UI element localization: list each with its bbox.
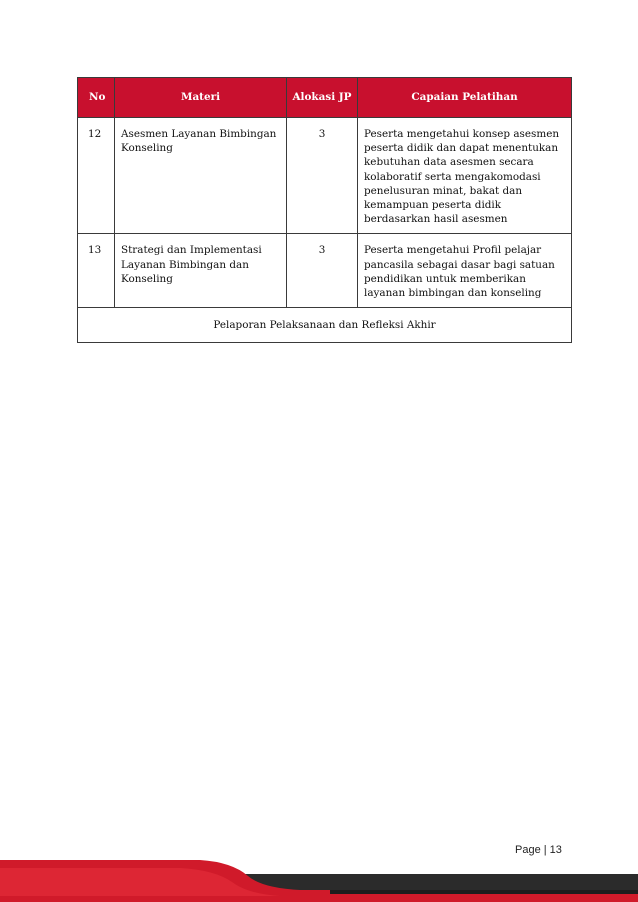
curriculum-table-container	[77, 77, 571, 343]
footer-decoration	[0, 850, 638, 902]
row-materi: Strategi dan Implementasi Layanan Bimbingan dan Konseling	[115, 234, 287, 308]
header-alokasi-jp: Alokasi JP	[287, 78, 358, 118]
row-number: 12	[78, 118, 115, 234]
footer-band-stripe	[330, 890, 638, 894]
row-materi: Asesmen Layanan Bimbingan Konseling	[115, 118, 287, 234]
row-capaian: Peserta mengetahui konsep asesmen peserta didik dan dapat menentukan kebutuhan data asesmen secara kolaboratif serta mengakomodasi penelusuran minat, bakat dan kemampuan peserta didik berdasarkan hasil asesmen	[358, 118, 572, 234]
row-alokasi-jp: 3	[287, 234, 358, 308]
table-header-row	[78, 78, 572, 118]
header-capaian-pelatihan: Capaian Pelatihan	[358, 78, 572, 118]
curriculum-table	[77, 77, 572, 343]
header-materi: Materi	[115, 78, 287, 118]
table-row	[78, 234, 572, 308]
row-capaian: Peserta mengetahui Profil pelajar pancasila sebagai dasar bagi satuan pendidikan untuk memberikan layanan bimbingan dan konseling	[358, 234, 572, 308]
table-footer-row	[78, 308, 572, 343]
page-number: Page | 13	[515, 844, 562, 856]
row-alokasi-jp: 3	[287, 118, 358, 234]
table-row	[78, 118, 572, 234]
row-number: 13	[78, 234, 115, 308]
reflection-row: Pelaporan Pelaksanaan dan Refleksi Akhir	[78, 308, 572, 343]
header-no: No	[78, 78, 115, 118]
